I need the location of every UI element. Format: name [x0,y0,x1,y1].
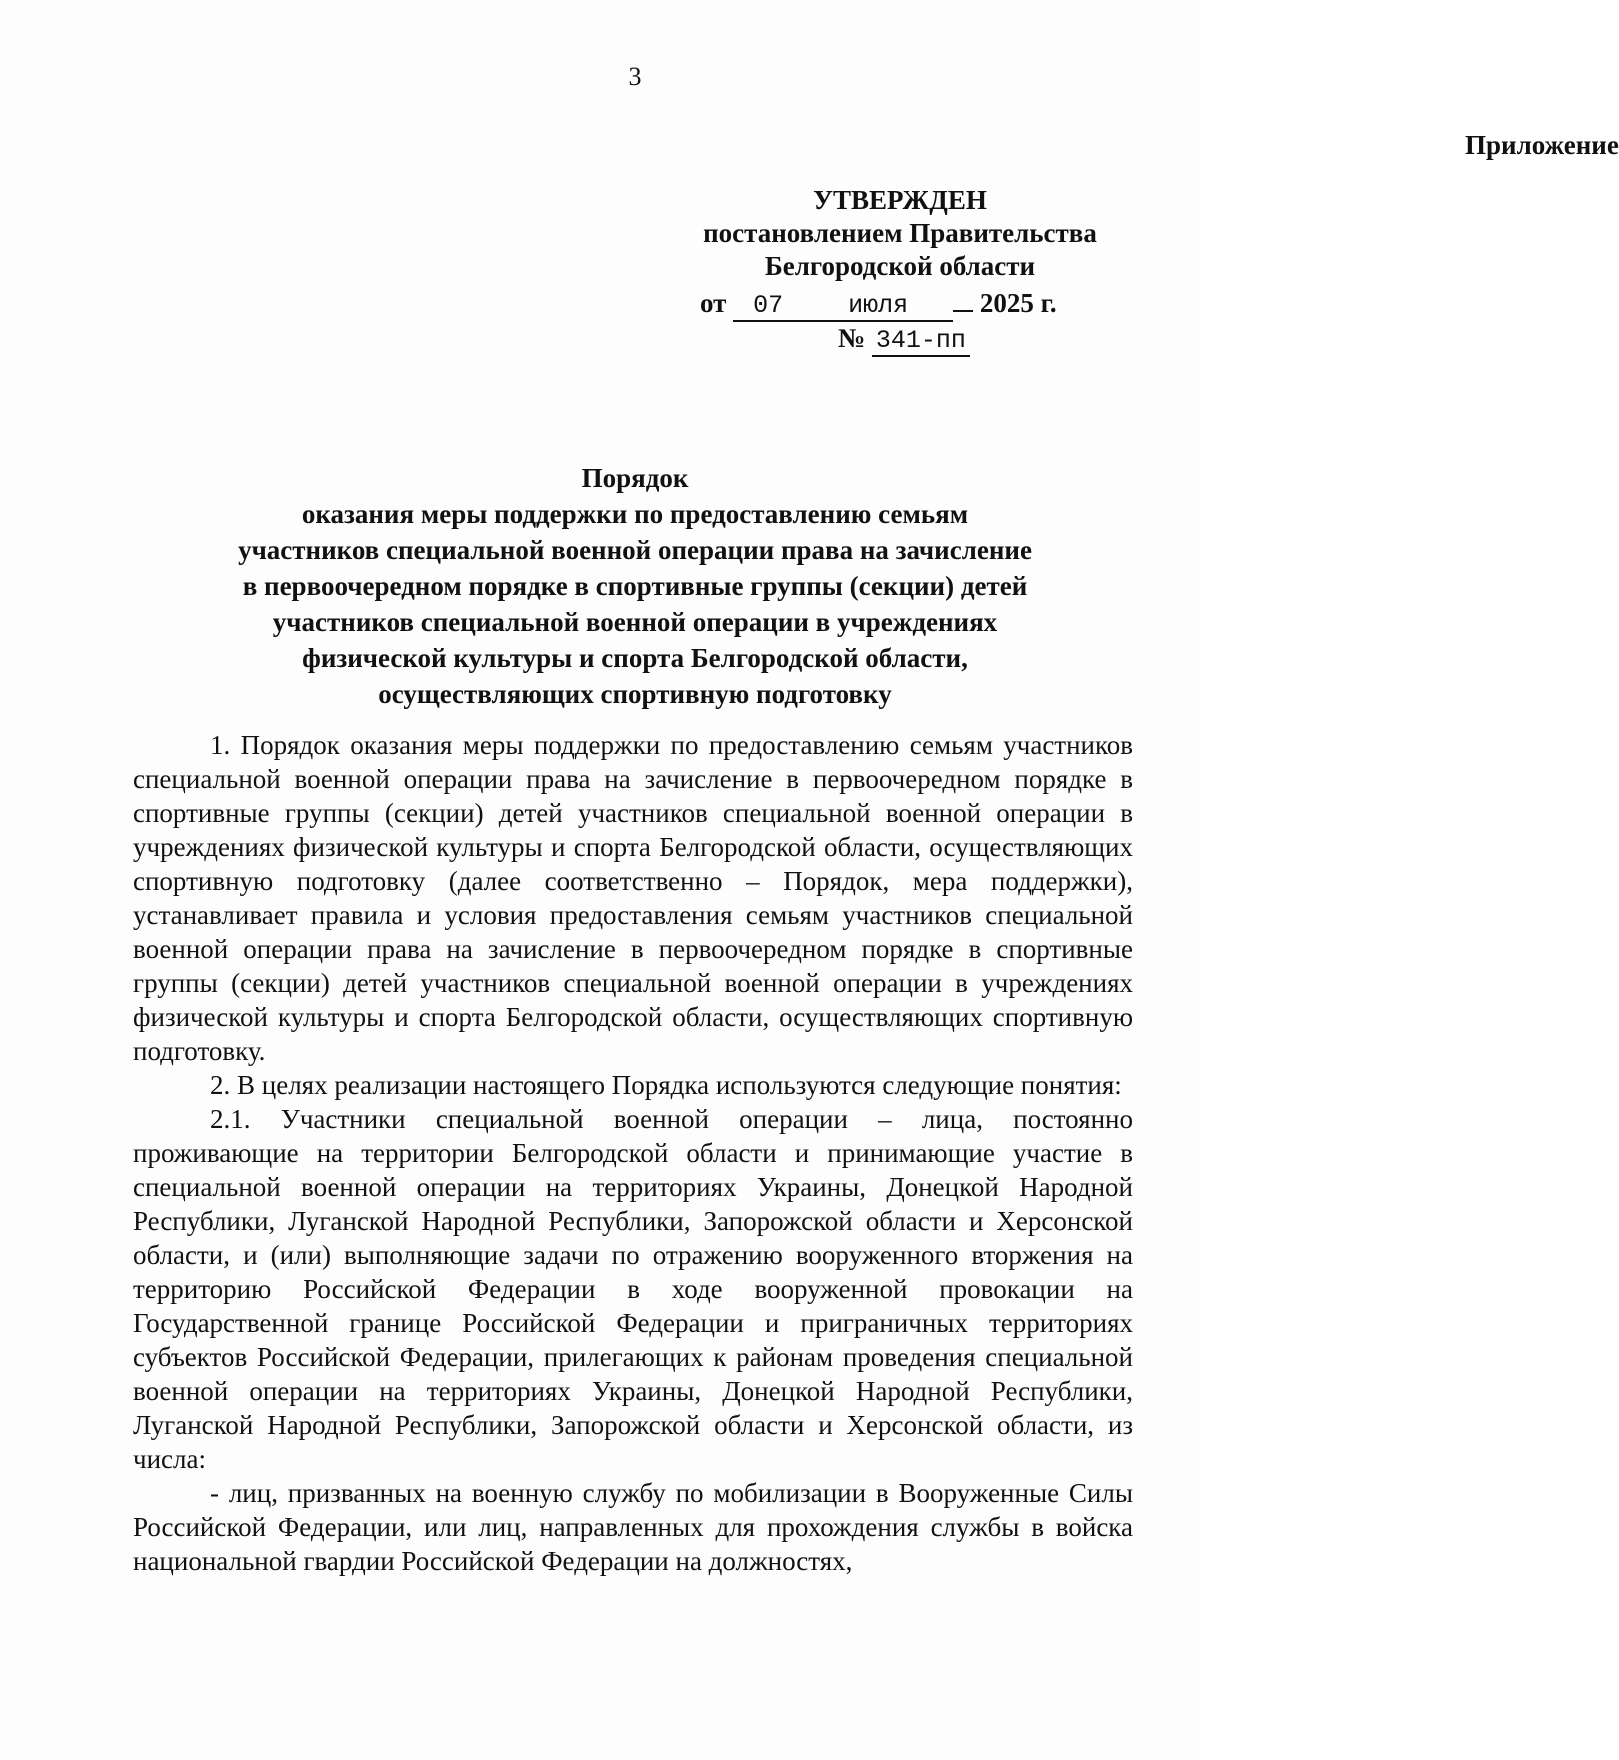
title-line-3: участников специальной военной операции права на зачисление [238,535,1032,565]
approval-number [838,323,970,357]
document-body [133,728,1133,1578]
document-title [120,460,1150,712]
region-line: Белгородской области [764,251,1036,281]
date-blank [953,310,973,312]
paragraph-2: 2. В целях реализации настоящего Порядка используются следующие понятия: [210,1070,1122,1100]
title-line-1: Порядок [581,463,689,493]
title-line-2: оказания меры поддержки по предоставлению семьям [301,499,969,529]
date-year: 2025 г. [979,288,1057,318]
paragraph-list-item: - лиц, призванных на военную службу по мобилизации в Вооруженные Силы Российской Федерации, или лиц, направленных для прохождения службы в войска национальной гвардии Российской Федерации на должностях, [133,1478,1133,1576]
title-line-4: в первоочередном порядке в спортивные группы (секции) детей [242,571,1028,601]
approved-heading: УТВЕРЖДЕН [813,185,987,215]
number-value: 341-пп [872,327,970,357]
paragraph-1: 1. Порядок оказания меры поддержки по предоставлению семьям участников специальной военной операции права на зачисление в первоочередном порядке в спортивные группы (секции) детей участников специальной военной операции в учреждениях физической культуры и спорта Белгородской области, осуществляющих спортивную подготовку (далее соответственно – Порядок, мера поддержки), устанавливает правила и условия предоставления семьям участников специальной военной операции права на зачисление в первоочередном порядке в спортивные группы (секции) детей участников специальной военной операции в учреждениях физической культуры и спорта Белгородской области, осуществляющих спортивную подготовку. [133,730,1133,1066]
date-day: 07 [733,292,803,322]
appendix-label: Приложение [1465,130,1619,160]
paragraph-2-1: 2.1. Участники специальной военной операции – лица, постоянно проживающие на территории Белгородской области и принимающие участие в специальной военной операции на территориях Украины, Донецкой Народной Республики, Луганской Народной Республики, Запорожской области и Херсонской области, и (или) выполняющие задачи по отражению вооруженного вторжения на территорию Российской Федерации в ходе вооруженной провокации на Государственной границе Российской Федерации и приграничных территориях субъектов Российской Федерации, прилегающих к районам проведения специальной военной операции на территориях Украины, Донецкой Народной Республики, Луганской Народной Республики, Запорожской области и Херсонской области, из числа: [133,1104,1133,1474]
title-line-5: участников специальной военной операции в учреждениях [272,607,998,637]
page-number: 3 [628,62,642,91]
date-month: июля [803,292,953,322]
title-line-6: физической культуры и спорта Белгородской области, [302,643,968,673]
approval-block [670,184,1130,283]
approval-date [700,288,1057,322]
title-line-7: осуществляющих спортивную подготовку [378,679,892,709]
date-prefix: от [700,288,727,318]
resolution-line: постановлением Правительства [703,218,1097,248]
number-sign: № [838,323,866,353]
